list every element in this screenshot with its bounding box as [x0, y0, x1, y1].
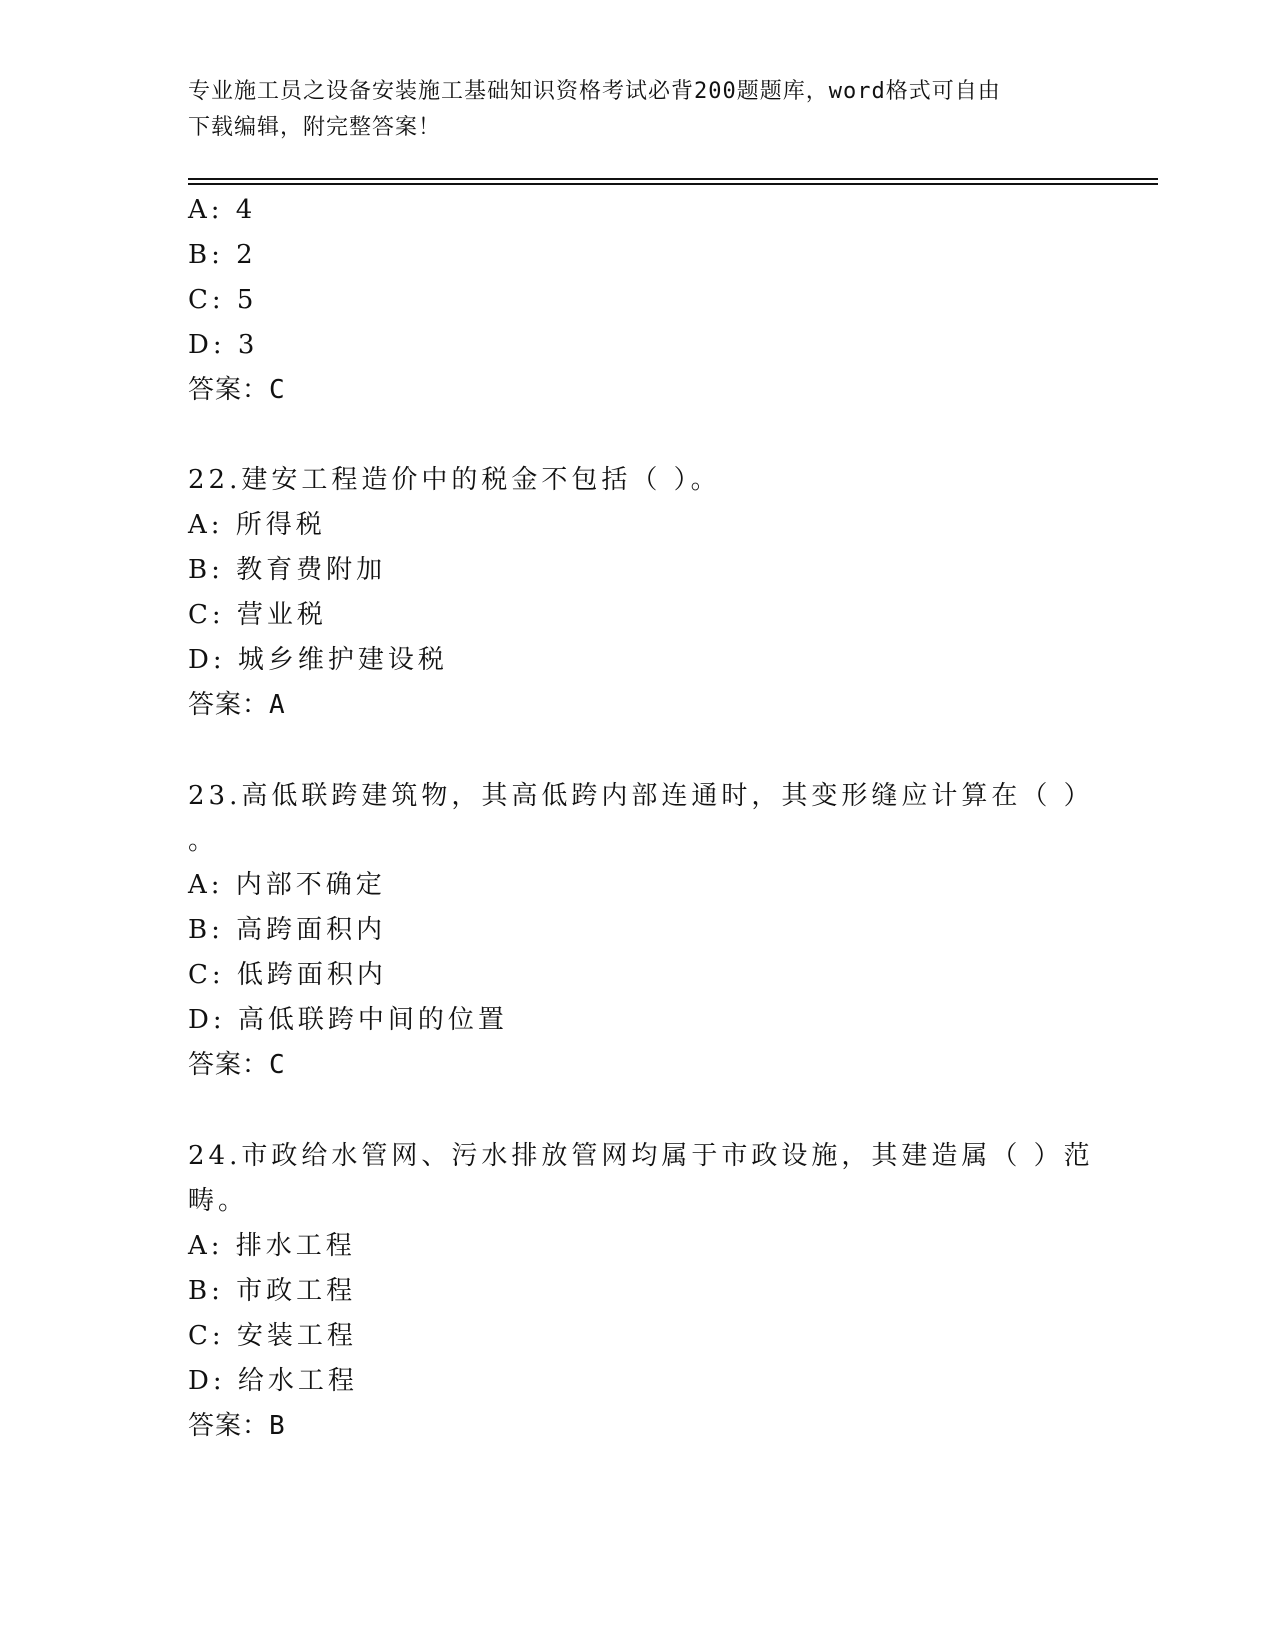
q21-option-b: B: 2: [188, 240, 257, 270]
q23-question-line-2: 。: [188, 826, 219, 856]
document-header: [188, 74, 1088, 146]
header-line-1: 专业施工员之设备安装施工基础知识资格考试必背200题题库，word格式可自由: [188, 79, 1001, 104]
q21-option-d: D: 3: [188, 330, 259, 360]
q23-question-line-1: 23.高低联跨建筑物，其高低跨内部连通时，其变形缝应计算在（ ）: [188, 781, 1094, 811]
q23-option-b: B: 高跨面积内: [188, 915, 387, 945]
q22-option-a: A: 所得税: [188, 510, 326, 540]
q22-option-d: D: 城乡维护建设税: [188, 645, 448, 675]
q24-option-d: D: 给水工程: [188, 1366, 358, 1396]
q24-option-a: A: 排水工程: [188, 1231, 356, 1261]
q22-question: 22.建安工程造价中的税金不包括（ ）。: [188, 465, 721, 495]
header-line-2: 下载编辑，附完整答案！: [188, 115, 442, 140]
q24-question-line-1: 24.市政给水管网、污水排放管网均属于市政设施，其建造属（ ）范: [188, 1141, 1094, 1171]
q23-option-a: A: 内部不确定: [188, 870, 386, 900]
q23-option-c: C: 低跨面积内: [188, 960, 387, 990]
q24-option-c: C: 安装工程: [188, 1321, 357, 1351]
q21-option-a: A: 4: [188, 195, 257, 225]
q22-option-c: C: 营业税: [188, 600, 327, 630]
q21-option-c: C: 5: [188, 285, 258, 315]
q23-answer: 答案：C: [188, 1050, 286, 1080]
q22-option-b: B: 教育费附加: [188, 555, 387, 585]
q21-answer: 答案：C: [188, 375, 286, 405]
q24-option-b: B: 市政工程: [188, 1276, 357, 1306]
header-divider-bottom: [188, 183, 1158, 185]
header-divider-top: [188, 178, 1158, 180]
q24-answer: 答案：B: [188, 1411, 286, 1441]
q23-option-d: D: 高低联跨中间的位置: [188, 1005, 508, 1035]
q24-question-line-2: 畴。: [188, 1186, 249, 1216]
q22-answer: 答案：A: [188, 690, 286, 720]
